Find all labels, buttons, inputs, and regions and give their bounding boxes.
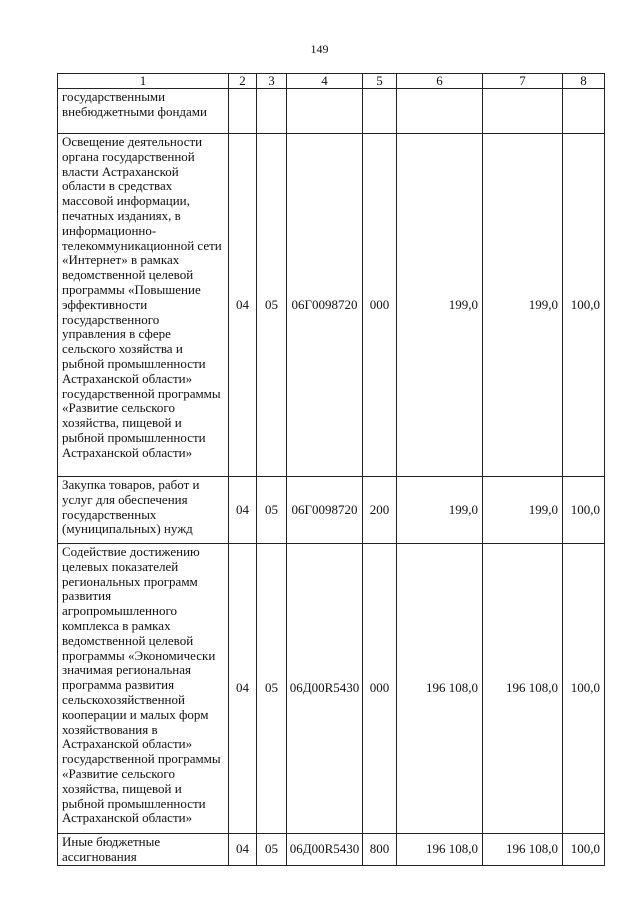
column-header: 6	[397, 74, 483, 89]
row-description	[58, 477, 229, 544]
column-header: 1	[58, 74, 229, 89]
description-line: Астраханской области»	[62, 370, 193, 386]
description-line: «Развитие сельского	[62, 765, 175, 781]
table-row	[58, 544, 605, 834]
description-line: ассигнования	[62, 848, 137, 864]
table-row	[58, 477, 605, 544]
row-description	[58, 134, 229, 477]
planned-amount-cell: 196 108,0	[397, 544, 483, 834]
subsection-code-cell: 05	[257, 834, 287, 866]
target-article-cell: 06Д00R5430	[287, 544, 363, 834]
description-line: Закупка товаров, работ и	[62, 477, 200, 492]
description-line: телекоммуникационной сети	[62, 237, 222, 253]
executed-amount-cell: 196 108,0	[483, 544, 563, 834]
executed-amount-cell: 199,0	[483, 477, 563, 544]
description-line: рыбной промышленности	[62, 429, 206, 445]
percent-cell: 100,0	[563, 477, 605, 544]
description-line: области в средствах	[62, 178, 173, 194]
description-line: программа развития	[62, 677, 175, 693]
subsection-code-cell: 05	[257, 134, 287, 477]
description-line: Содействие достижению	[62, 544, 200, 559]
column-header: 8	[563, 74, 605, 89]
executed-amount-cell	[483, 89, 563, 134]
executed-amount-cell: 199,0	[483, 134, 563, 477]
description-line: хозяйствования в	[62, 721, 158, 737]
description-line: программы «Экономически	[62, 647, 216, 663]
page-number: 149	[310, 42, 329, 56]
planned-amount-cell: 199,0	[397, 134, 483, 477]
description-line: рыбной промышленности	[62, 795, 206, 811]
subsection-code-cell	[257, 89, 287, 134]
description-line: Астраханской области»	[62, 810, 193, 826]
expense-type-cell: 000	[363, 134, 397, 477]
expense-type-cell	[363, 89, 397, 134]
description-line: программы «Повышение	[62, 281, 201, 297]
table-row	[58, 834, 605, 866]
description-line: государственными	[62, 89, 166, 104]
table-row	[58, 134, 605, 477]
column-header: 3	[257, 74, 287, 89]
description-line: сельского хозяйства и	[62, 341, 183, 357]
target-article-cell: 06Д00R5430	[287, 834, 363, 866]
target-article-cell: 06Г0098720	[287, 477, 363, 544]
description-line: кооперации и малых форм	[62, 706, 209, 722]
target-article-cell: 06Г0098720	[287, 134, 363, 477]
description-line: ведомственной целевой	[62, 632, 194, 648]
section-code-cell: 04	[229, 477, 257, 544]
percent-cell	[563, 89, 605, 134]
description-line: государственного	[62, 311, 160, 327]
description-line: «Развитие сельского	[62, 400, 175, 416]
percent-cell: 100,0	[563, 834, 605, 866]
column-header: 7	[483, 74, 563, 89]
description-line: внебюджетными фондами	[62, 103, 207, 119]
description-line: эффективности	[62, 296, 148, 312]
description-line: значимая региональная	[62, 662, 191, 678]
description-line: агропромышленного	[62, 603, 177, 619]
description-line: власти Астраханской	[62, 163, 179, 179]
description-line: рыбной промышленности	[62, 355, 206, 371]
percent-cell: 100,0	[563, 134, 605, 477]
description-line: государственных	[62, 506, 157, 522]
description-line: услуг для обеспечения	[62, 491, 188, 507]
section-code-cell: 04	[229, 834, 257, 866]
description-line: массовой информации,	[62, 193, 190, 209]
section-code-cell	[229, 89, 257, 134]
description-line: печатных изданиях, в	[62, 207, 181, 223]
description-line: информационно-	[62, 222, 157, 238]
table-row	[58, 89, 605, 134]
percent-cell: 100,0	[563, 544, 605, 834]
description-line: ведомственной целевой	[62, 267, 194, 283]
subsection-code-cell: 05	[257, 544, 287, 834]
description-line: Астраханской области»	[62, 736, 193, 752]
description-line: «Интернет» в рамках	[62, 252, 180, 268]
description-line: региональных программ	[62, 573, 198, 589]
description-line: Астраханской области»	[62, 444, 193, 460]
section-code-cell: 04	[229, 134, 257, 477]
description-line: хозяйства, пищевой и	[62, 415, 182, 431]
column-header: 4	[287, 74, 363, 89]
subsection-code-cell: 05	[257, 477, 287, 544]
description-line: целевых показателей	[62, 558, 179, 574]
description-line: комплекса в рамках	[62, 617, 171, 633]
description-line: Освещение деятельности	[62, 134, 203, 149]
description-line: сельскохозяйственной	[62, 691, 185, 707]
target-article-cell	[287, 89, 363, 134]
header-row	[58, 74, 605, 89]
row-description	[58, 834, 229, 866]
planned-amount-cell: 196 108,0	[397, 834, 483, 866]
planned-amount-cell	[397, 89, 483, 134]
description-line: развития	[62, 588, 112, 604]
column-header: 5	[363, 74, 397, 89]
description-line: Иные бюджетные	[62, 834, 161, 849]
row-description	[58, 89, 229, 134]
executed-amount-cell: 196 108,0	[483, 834, 563, 866]
expense-type-cell: 800	[363, 834, 397, 866]
planned-amount-cell: 199,0	[397, 477, 483, 544]
description-line: государственной программы	[62, 385, 221, 401]
description-line: органа государственной	[62, 148, 195, 164]
description-line: государственной программы	[62, 751, 221, 767]
column-header: 2	[229, 74, 257, 89]
row-description	[58, 544, 229, 834]
description-line: управления в сфере	[62, 326, 171, 342]
budget-table	[57, 73, 605, 866]
section-code-cell: 04	[229, 544, 257, 834]
description-line: хозяйства, пищевой и	[62, 780, 182, 796]
description-line: (муниципальных) нужд	[62, 521, 193, 537]
expense-type-cell: 200	[363, 477, 397, 544]
expense-type-cell: 000	[363, 544, 397, 834]
